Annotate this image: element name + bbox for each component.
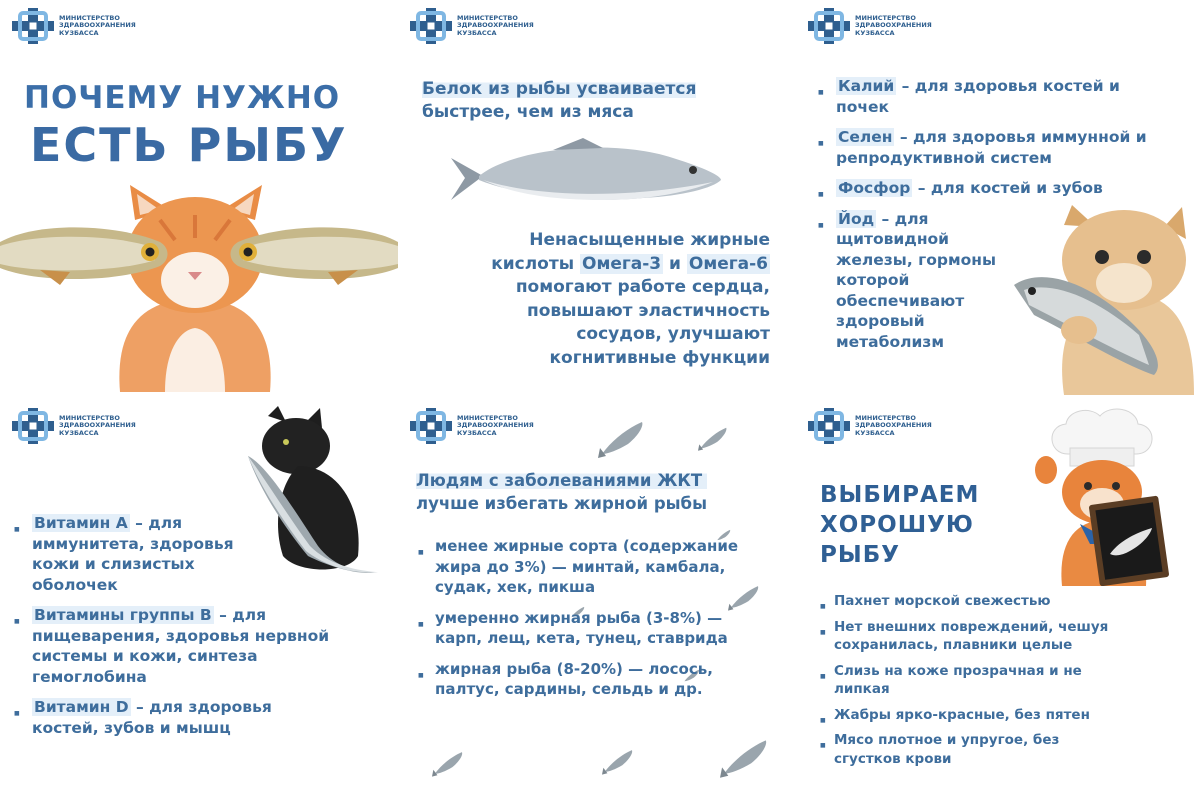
- ministry-name-line3: КУЗБАССА: [457, 428, 497, 437]
- panel-choose-good-fish: [796, 400, 1194, 799]
- list-item: ■ Жабры ярко-красные, без пятен: [820, 706, 1180, 725]
- ministry-name-line1: МИНИСТЕРСТВО: [855, 13, 916, 22]
- panel-fish-protein: [398, 0, 796, 399]
- title-line3: РЫБУ: [820, 542, 900, 568]
- ministry-name-line3: КУЗБАССА: [59, 28, 99, 37]
- ministry-logo-icon: [410, 408, 452, 444]
- list-item: ■ Витамин А – для иммунитета, здоровья кожи и слизистых оболочек: [14, 513, 249, 595]
- ministry-name-line2: ЗДРАВООХРАНЕНИЯ: [457, 421, 534, 430]
- list-item: ■ Фосфор – для костей и зубов: [818, 178, 1163, 199]
- omega6-term: Омега-6: [688, 253, 768, 274]
- ministry-logo-icon: [12, 8, 54, 44]
- gi-heading-line2: лучше избегать жирной рыбы: [416, 494, 707, 513]
- ministry-name-line1: МИНИСТЕРСТВО: [457, 413, 518, 422]
- cat-with-fish-illustration: [0, 180, 398, 392]
- list-item: ■ менее жирные сорта (содержание жира до 3%) — минтай, камбала, судак, хек, пикша: [418, 536, 738, 598]
- omega-line1: Ненасыщенные жирные: [529, 230, 770, 250]
- title-line1: ВЫБИРАЕМ: [820, 482, 980, 508]
- ministry-name-line2: ЗДРАВООХРАНЕНИЯ: [59, 21, 136, 30]
- list-item: ■ Слизь на коже прозрачная и не липкая: [820, 662, 1085, 699]
- ministry-name-line3: КУЗБАССА: [457, 28, 497, 37]
- panel-why-eat-fish: [0, 0, 398, 399]
- ministry-name-line1: МИНИСТЕРСТВО: [457, 13, 518, 22]
- list-item: ■ Мясо плотное и упругое, без сгустков крови: [820, 731, 1070, 768]
- omega-text: [491, 229, 770, 370]
- ministry-name-line2: ЗДРАВООХРАНЕНИЯ: [855, 421, 932, 430]
- fish-icon: [720, 736, 772, 778]
- fish-fat-list: [418, 536, 773, 710]
- ministry-logo-icon: [808, 8, 850, 44]
- ministry-name-line1: МИНИСТЕРСТВО: [59, 413, 120, 422]
- list-item: ■ жирная рыба (8-20%) — лосось, палтус, сардины, сельдь и др.: [418, 659, 743, 700]
- list-item: ■ Нет внешних повреждений, чешуя сохранилась, плавники целые: [820, 618, 1165, 655]
- chef-cat-illustration: [1028, 404, 1178, 586]
- ministry-logo: [410, 408, 534, 444]
- omega3-term: Омега-3: [582, 253, 662, 274]
- list-item: ■ Пахнет морской свежестью: [820, 592, 1180, 611]
- ministry-logo-icon: [410, 8, 452, 44]
- panel-minerals: [796, 0, 1194, 399]
- omega-line6: когнитивные функции: [549, 347, 770, 368]
- protein-heading: [422, 78, 696, 124]
- good-fish-criteria-list: [820, 592, 1180, 775]
- cat-holding-fish-illustration: [1014, 205, 1194, 395]
- ministry-logo: [12, 8, 136, 44]
- list-item: ■ умеренно жирная рыба (3-8%) — карп, лещ, кета, тунец, ставрида: [418, 608, 748, 649]
- gi-heading-line1: Людям с заболеваниями ЖКТ: [416, 469, 707, 492]
- panel-vitamins: [0, 400, 398, 799]
- list-item: ■ Витамины группы В – для пищеварения, здоровья нервной системы и кожи, синтеза гемоглобина: [14, 605, 334, 687]
- fish-icon: [443, 138, 723, 210]
- title-line1: ПОЧЕМУ НУЖНО: [24, 80, 341, 116]
- ministry-name-line2: ЗДРАВООХРАНЕНИЯ: [59, 421, 136, 430]
- ministry-name-line3: КУЗБАССА: [59, 428, 99, 437]
- omega-line2: кислоты Омега-3 и Омега-6: [491, 253, 768, 274]
- vitamins-list: [14, 513, 334, 748]
- ministry-name-line1: МИНИСТЕРСТВО: [855, 413, 916, 422]
- ministry-name-line2: ЗДРАВООХРАНЕНИЯ: [855, 21, 932, 30]
- ministry-name-line3: КУЗБАССА: [855, 28, 895, 37]
- ministry-logo: [808, 8, 932, 44]
- ministry-logo: [808, 408, 932, 444]
- ministry-logo: [12, 408, 136, 444]
- omega-line3: помогают работе сердца,: [515, 277, 770, 297]
- list-item: ■ Калий – для здоровья костей и почек: [818, 76, 1163, 117]
- title-line2: ЕСТЬ РЫБУ: [30, 118, 348, 172]
- fish-icon: [602, 746, 636, 776]
- ministry-name-line2: ЗДРАВООХРАНЕНИЯ: [457, 21, 534, 30]
- list-item: ■ Йод – для щитовидной железы, гормоны которой обеспечивают здоровый метаболизм: [818, 209, 998, 353]
- list-item: ■ Селен – для здоровья иммунной и репродуктивной систем: [818, 127, 1163, 168]
- list-item: ■ Витамин D – для здоровья костей, зубов и мышц: [14, 697, 334, 738]
- omega-line4: повышают эластичность: [527, 300, 770, 321]
- panel-gi-diseases: [398, 400, 796, 799]
- title-line2: ХОРОШУЮ: [820, 512, 974, 538]
- fish-icon: [432, 748, 466, 778]
- ministry-name-line1: МИНИСТЕРСТВО: [59, 13, 120, 22]
- gi-heading: [416, 469, 707, 515]
- fish-icon: [698, 424, 730, 452]
- ministry-logo: [410, 8, 534, 44]
- fish-icon: [598, 418, 648, 458]
- ministry-logo-icon: [808, 408, 850, 444]
- protein-heading-line2: быстрее, чем из мяса: [422, 102, 634, 122]
- omega-line5: сосудов, улучшают: [576, 324, 770, 344]
- ministry-name-line3: КУЗБАССА: [855, 428, 895, 437]
- choose-fish-title: [820, 480, 979, 570]
- ministry-logo-icon: [12, 408, 54, 444]
- protein-heading-line1: Белок из рыбы усваивается: [422, 79, 697, 99]
